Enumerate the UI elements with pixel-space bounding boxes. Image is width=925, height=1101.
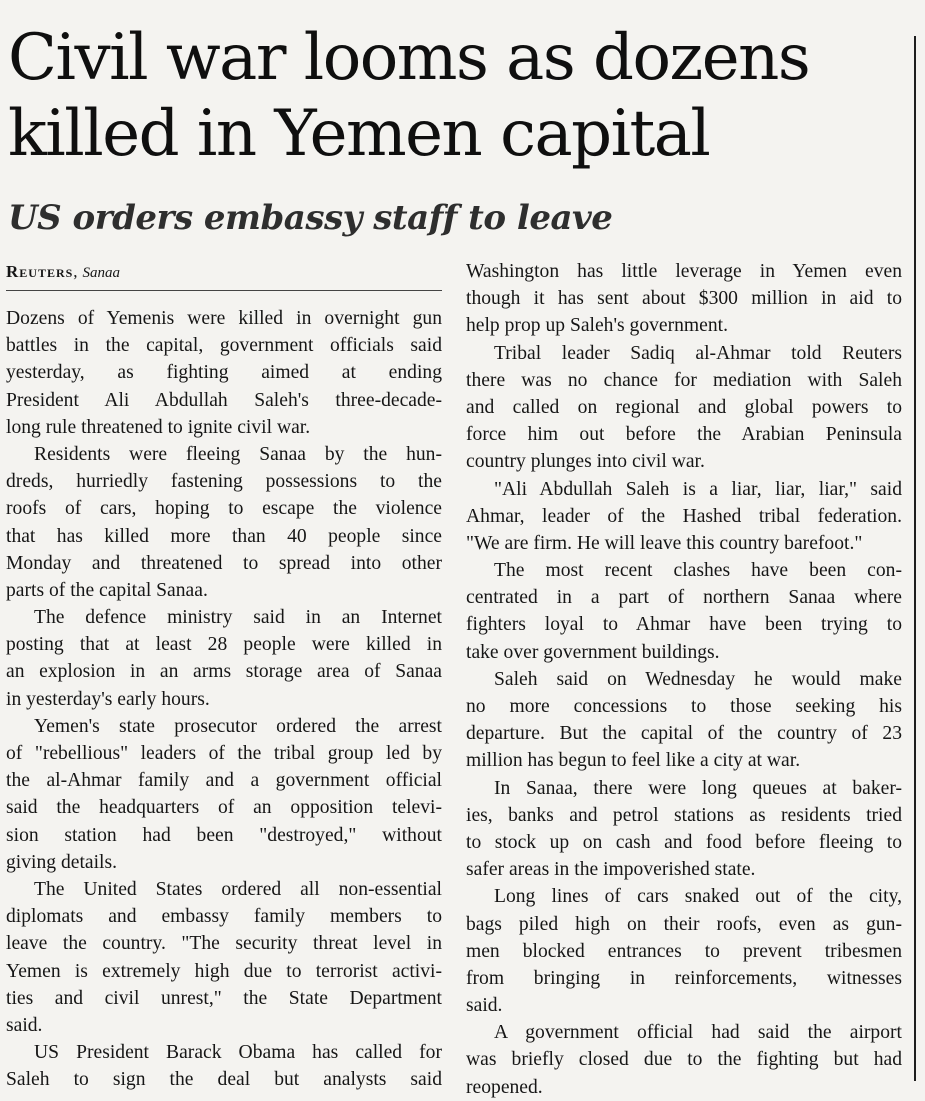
article-line: to stock up on cash and food before fleeing to: [466, 831, 902, 853]
article-line: there was no chance for mediation with Saleh: [466, 369, 902, 391]
article-line: posting that at least 28 people were killed in: [6, 634, 442, 656]
article-line: million has begun to feel like a city at war.: [466, 750, 801, 772]
article-line: in yesterday's early hours.: [6, 688, 210, 710]
article-line: Yemen's state prosecutor ordered the arrest: [34, 715, 442, 737]
article-line: was briefly closed due to the fighting but had: [466, 1049, 902, 1071]
article-line: Yemen is extremely high due to terrorist activi-: [6, 960, 442, 982]
article-line: sion station had been "destroyed," without: [6, 824, 442, 846]
article-line: though it has sent about $300 million in aid to: [466, 288, 902, 310]
article-line: of "rebellious" leaders of the tribal group led by: [6, 743, 442, 764]
byline-separator: ,: [73, 262, 78, 281]
article-line: fighters loyal to Ahmar have been trying to: [466, 614, 902, 636]
article-line: said the headquarters of an opposition televi-: [6, 797, 442, 819]
article-line: dreds, hurriedly fastening possessions to the: [6, 471, 442, 493]
article-line: "Ali Abdullah Saleh is a liar, liar, liar," said: [494, 478, 902, 500]
byline-city: Sanaa: [82, 265, 120, 281]
article-line: long rule threatened to ignite civil war.: [6, 416, 311, 438]
headline: [8, 20, 913, 172]
byline-agency: Reuters: [6, 262, 74, 281]
article-line: President Ali Abdullah Saleh's three-decade-: [6, 389, 442, 411]
article-line: force him out before the Arabian Peninsula: [466, 424, 902, 446]
article-line: Washington has little leverage in Yemen even: [466, 261, 902, 282]
article-line: A government official had said the airport: [494, 1022, 902, 1044]
article-line: that has killed more than 40 people since: [6, 525, 442, 547]
headline-line: Civil war looms as dozens: [8, 21, 810, 95]
article-line: battles in the capital, government officials said: [6, 335, 442, 357]
article-line: take over government buildings.: [466, 641, 720, 663]
article-line: the al-Ahmar family and a government official: [6, 770, 442, 792]
article-line: roofs of cars, hoping to escape the violence: [6, 498, 442, 520]
article-line: help prop up Saleh's government.: [466, 315, 729, 337]
article-line: Tribal leader Sadiq al-Ahmar told Reuters: [494, 342, 902, 364]
article-line: Ahmar, leader of the Hashed tribal federation.: [466, 505, 902, 527]
article-line: "We are firm. He will leave this country barefoot.": [466, 532, 863, 554]
article-line: ies, banks and petrol stations as residents tried: [466, 804, 902, 826]
article-line: centrated in a part of northern Sanaa where: [466, 587, 902, 609]
article-line: men blocked entrances to prevent tribesmen: [466, 940, 902, 962]
article-line: departure. But the capital of the country of 23: [466, 723, 902, 745]
article-line: an explosion in an arms storage area of Sanaa: [6, 661, 442, 683]
article-line: In Sanaa, there were long queues at baker-: [494, 777, 902, 799]
article-line: giving details.: [6, 851, 118, 873]
headline-line: killed in Yemen capital: [8, 97, 710, 171]
article-line: bags piled high on their roofs, even as gun-: [466, 913, 902, 935]
subheadline: US orders embassy staff to leave: [8, 198, 613, 238]
article-line: reopened.: [466, 1076, 543, 1098]
article-line: ties and civil unrest," the State Department: [6, 987, 442, 1009]
article-line: The most recent clashes have been con-: [494, 560, 902, 582]
article-line: Saleh said on Wednesday he would make: [494, 668, 902, 690]
article-line: said.: [6, 1014, 43, 1036]
article-line: diplomats and embassy family members to: [6, 906, 442, 928]
article-line: parts of the capital Sanaa.: [6, 579, 208, 601]
article-line: said.: [466, 995, 503, 1017]
byline-divider: [6, 290, 442, 291]
column-rule: [914, 36, 916, 1081]
article-line: US President Barack Obama has called for: [34, 1042, 442, 1064]
article-line: safer areas in the impoverished state.: [466, 859, 756, 881]
article-line: and called on regional and global powers to: [466, 396, 902, 418]
article-line: from bringing in reinforcements, witnesses: [466, 967, 902, 989]
article-line: The defence ministry said in an Internet: [34, 607, 442, 629]
byline: [6, 258, 442, 286]
article-line: yesterday, as fighting aimed at ending: [6, 362, 442, 384]
article-lines-left: [6, 305, 442, 1093]
article-line: Dozens of Yemenis were killed in overnight gun: [6, 308, 442, 329]
article-line: leave the country. "The security threat level in: [6, 933, 442, 955]
article-line: Saleh to sign the deal but analysts said: [6, 1069, 442, 1091]
article-line: Residents were fleeing Sanaa by the hun-: [34, 443, 442, 465]
article-line: Long lines of cars snaked out of the city,: [494, 886, 902, 908]
article-column-left: [6, 258, 442, 1093]
article-lines-right: [466, 258, 902, 1101]
article-line: Monday and threatened to spread into other: [6, 552, 442, 574]
article-line: no more concessions to those seeking his: [466, 696, 902, 717]
article-column-right: [466, 258, 902, 1101]
article-line: country plunges into civil war.: [466, 451, 705, 473]
article-line: The United States ordered all non-essential: [34, 878, 442, 900]
